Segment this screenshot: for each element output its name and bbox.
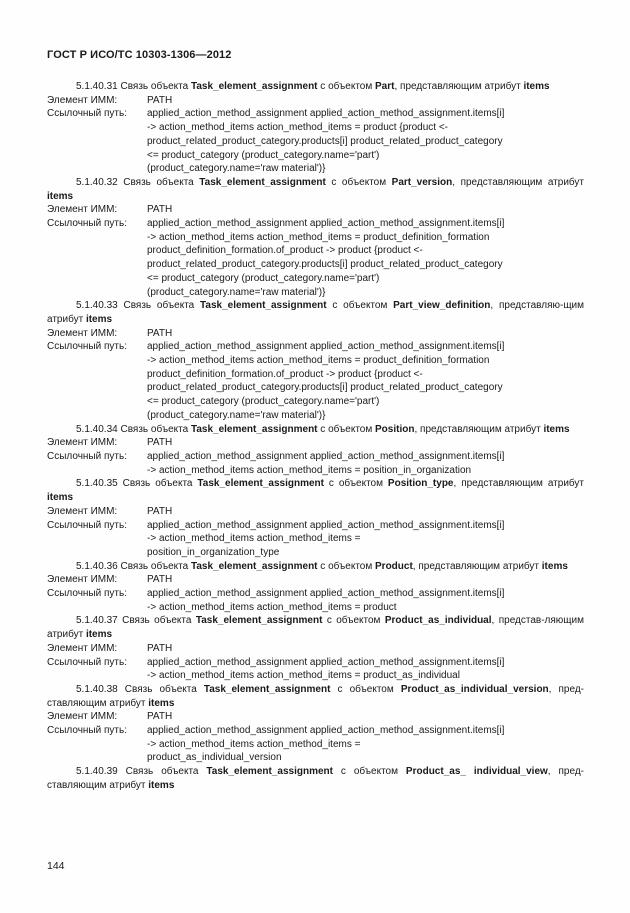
- heading-term: Position_type: [387, 478, 454, 490]
- path-line: -> action_method_items action_method_items = product_definition_formation: [147, 355, 490, 367]
- heading-text: 5.1.40.35 Связь объекта: [76, 478, 198, 490]
- heading-term: Task_element_assignment: [190, 560, 318, 572]
- heading-term: Task_element_assignment: [206, 766, 333, 778]
- path-line: applied_action_method_assignment applied_action_method_assignment.items[i]: [147, 656, 505, 668]
- heading-text: 5.1.40.36 Связь объекта: [76, 560, 191, 572]
- heading-term: Task_element_assignment: [203, 683, 331, 695]
- element-label: Элемент ИММ:: [47, 437, 118, 449]
- heading-text: с объектом: [326, 300, 394, 312]
- path-label: Ссылочный путь:: [47, 725, 127, 737]
- heading-term: items: [541, 560, 568, 572]
- path-row: [47, 656, 584, 683]
- path-label: Ссылочный путь:: [47, 588, 127, 600]
- heading-text: 5.1.40.37 Связь объекта: [76, 615, 196, 627]
- heading-term: Product_as_ individual_view: [405, 766, 548, 778]
- heading-term: Part: [375, 81, 395, 92]
- heading-text: , представляющим атрибут: [412, 560, 542, 572]
- path-line: -> action_method_items action_method_items =: [147, 533, 361, 545]
- heading-text: с объектом: [317, 560, 376, 572]
- path-line: product_as_individual_version: [147, 752, 282, 764]
- section-heading: [47, 477, 584, 504]
- path-line: product_related_product_category.products[i] product_related_product_category: [147, 259, 503, 271]
- heading-text: 5.1.40.33 Связь объекта: [76, 300, 201, 312]
- heading-term: Part_view_definition: [393, 300, 491, 312]
- path-row: [47, 340, 584, 422]
- element-value: PATH: [147, 437, 173, 449]
- heading-text: , пред-ставляющим атрибут: [47, 766, 584, 791]
- element-label: Элемент ИММ:: [47, 327, 118, 339]
- heading-text: с объектом: [317, 81, 376, 92]
- path-line: product_related_product_category.products[i] product_related_product_category: [147, 382, 503, 394]
- path-line: <= product_category (product_category.name='part'): [147, 272, 380, 284]
- heading-term: items: [543, 423, 570, 435]
- heading-text: , представляющим атрибут: [394, 81, 524, 92]
- path-lines: [147, 587, 584, 614]
- element-label: Элемент ИММ:: [47, 505, 118, 517]
- path-line: applied_action_method_assignment applied_action_method_assignment.items[i]: [147, 588, 505, 600]
- path-row: [47, 450, 584, 477]
- path-line: -> action_method_items action_method_items = product_definition_formation: [147, 231, 490, 243]
- document-body: [47, 80, 584, 793]
- heading-term: items: [47, 492, 74, 504]
- path-row: [47, 519, 584, 560]
- path-label: Ссылочный путь:: [47, 218, 127, 230]
- element-value: PATH: [147, 327, 173, 339]
- path-lines: [147, 450, 584, 477]
- section-heading: [47, 560, 584, 574]
- heading-term: items: [47, 190, 74, 202]
- element-row: [47, 436, 584, 450]
- heading-text: с объектом: [330, 683, 401, 695]
- heading-text: с объектом: [322, 615, 385, 627]
- section-heading: [47, 80, 584, 94]
- path-line: (product_category.name='raw material')}: [147, 163, 326, 175]
- path-line: product_related_product_category.products[i] product_related_product_category: [147, 135, 503, 147]
- heading-text: 5.1.40.31 Связь объекта: [76, 81, 191, 92]
- path-lines: [147, 340, 584, 422]
- path-label: Ссылочный путь:: [47, 656, 127, 668]
- heading-term: Part_version: [391, 176, 453, 188]
- path-line: -> action_method_items action_method_items = position_in_organization: [147, 464, 472, 476]
- path-line: <= product_category (product_category.name='part'): [147, 149, 380, 161]
- path-line: applied_action_method_assignment applied_action_method_assignment.items[i]: [147, 519, 505, 531]
- path-line: position_in_organization_type: [147, 546, 280, 558]
- heading-term: items: [148, 697, 175, 709]
- heading-text: , представляющим атрибут: [414, 423, 544, 435]
- heading-term: items: [85, 629, 113, 641]
- path-line: product_definition_formation.of_product -> product {product <-: [147, 245, 423, 257]
- path-line: applied_action_method_assignment applied_action_method_assignment.items[i]: [147, 725, 505, 737]
- element-label: Элемент ИММ:: [47, 94, 118, 106]
- heading-term: items: [148, 779, 175, 791]
- path-line: -> action_method_items action_method_items = product_as_individual: [147, 670, 460, 682]
- section-heading: [47, 614, 584, 641]
- element-row: [47, 642, 584, 656]
- path-lines: [147, 656, 584, 683]
- element-row: [47, 94, 584, 108]
- element-row: [47, 327, 584, 341]
- element-value: PATH: [147, 204, 173, 216]
- path-label: Ссылочный путь:: [47, 108, 127, 120]
- path-line: (product_category.name='raw material')}: [147, 286, 326, 298]
- element-row: [47, 710, 584, 724]
- path-lines: [147, 107, 584, 176]
- heading-term: items: [523, 81, 550, 92]
- path-lines: [147, 519, 584, 560]
- element-row: [47, 203, 584, 217]
- heading-term: Task_element_assignment: [190, 423, 318, 435]
- path-lines: [147, 724, 584, 765]
- heading-term: Task_element_assignment: [190, 81, 318, 92]
- element-label: Элемент ИММ:: [47, 711, 118, 723]
- heading-term: Task_element_assignment: [195, 615, 323, 627]
- element-value: PATH: [147, 642, 173, 654]
- heading-text: с объектом: [317, 423, 376, 435]
- path-line: -> action_method_items action_method_items = product: [147, 601, 397, 613]
- path-row: [47, 587, 584, 614]
- document-header: ГОСТ Р ИСО/ТС 10303-1306—2012: [47, 49, 232, 61]
- section-heading: [47, 176, 584, 203]
- element-row: [47, 505, 584, 519]
- element-label: Элемент ИММ:: [47, 642, 118, 654]
- path-line: applied_action_method_assignment applied_action_method_assignment.items[i]: [147, 218, 505, 230]
- heading-text: , представляющим атрибут: [453, 478, 584, 490]
- element-value: PATH: [147, 711, 173, 723]
- heading-term: Task_element_assignment: [200, 300, 327, 312]
- element-label: Элемент ИММ:: [47, 574, 118, 586]
- path-line: applied_action_method_assignment applied_action_method_assignment.items[i]: [147, 108, 505, 120]
- heading-text: , представ-ляющим атрибут: [47, 615, 584, 641]
- path-label: Ссылочный путь:: [47, 450, 127, 462]
- path-row: [47, 724, 584, 765]
- heading-text: с объектом: [323, 478, 388, 490]
- page-number: 144: [47, 860, 65, 872]
- heading-text: , представляю-щим атрибут: [47, 300, 585, 325]
- heading-text: 5.1.40.32 Связь объекта: [76, 176, 200, 188]
- path-row: [47, 107, 584, 176]
- heading-text: , представляющим атрибут: [452, 176, 584, 188]
- section-heading: [47, 765, 584, 792]
- element-row: [47, 573, 584, 587]
- element-value: PATH: [147, 505, 173, 517]
- heading-term: Product: [375, 560, 413, 572]
- heading-term: items: [85, 313, 113, 325]
- path-line: (product_category.name='raw material')}: [147, 409, 326, 421]
- heading-term: Product_as_individual: [384, 615, 492, 627]
- element-value: PATH: [147, 94, 173, 106]
- path-line: applied_action_method_assignment applied_action_method_assignment.items[i]: [147, 450, 505, 462]
- path-line: applied_action_method_assignment applied_action_method_assignment.items[i]: [147, 341, 505, 353]
- path-line: <= product_category (product_category.name='part'): [147, 396, 380, 408]
- path-lines: [147, 217, 584, 299]
- element-label: Элемент ИММ:: [47, 204, 118, 216]
- section-heading: [47, 299, 584, 326]
- section-heading: [47, 683, 584, 710]
- heading-term: Product_as_individual_version: [400, 683, 549, 695]
- heading-text: 5.1.40.34 Связь объекта: [76, 423, 191, 435]
- heading-text: с объектом: [332, 766, 406, 778]
- heading-text: с объектом: [325, 176, 392, 188]
- heading-text: , пред-ставляющим атрибут: [47, 683, 584, 709]
- path-line: product_definition_formation.of_product -> product {product <-: [147, 368, 423, 380]
- element-value: PATH: [147, 574, 173, 586]
- path-label: Ссылочный путь:: [47, 341, 127, 353]
- path-line: -> action_method_items action_method_items =: [147, 738, 361, 750]
- section-heading: [47, 423, 584, 437]
- heading-text: 5.1.40.38 Связь объекта: [76, 683, 204, 695]
- heading-term: Position: [375, 423, 415, 435]
- path-row: [47, 217, 584, 299]
- path-label: Ссылочный путь:: [47, 519, 127, 531]
- heading-text: 5.1.40.39 Связь объекта: [76, 766, 207, 778]
- path-line: -> action_method_items action_method_items = product {product <-: [147, 122, 449, 134]
- heading-term: Task_element_assignment: [197, 478, 324, 490]
- heading-term: Task_element_assignment: [199, 176, 326, 188]
